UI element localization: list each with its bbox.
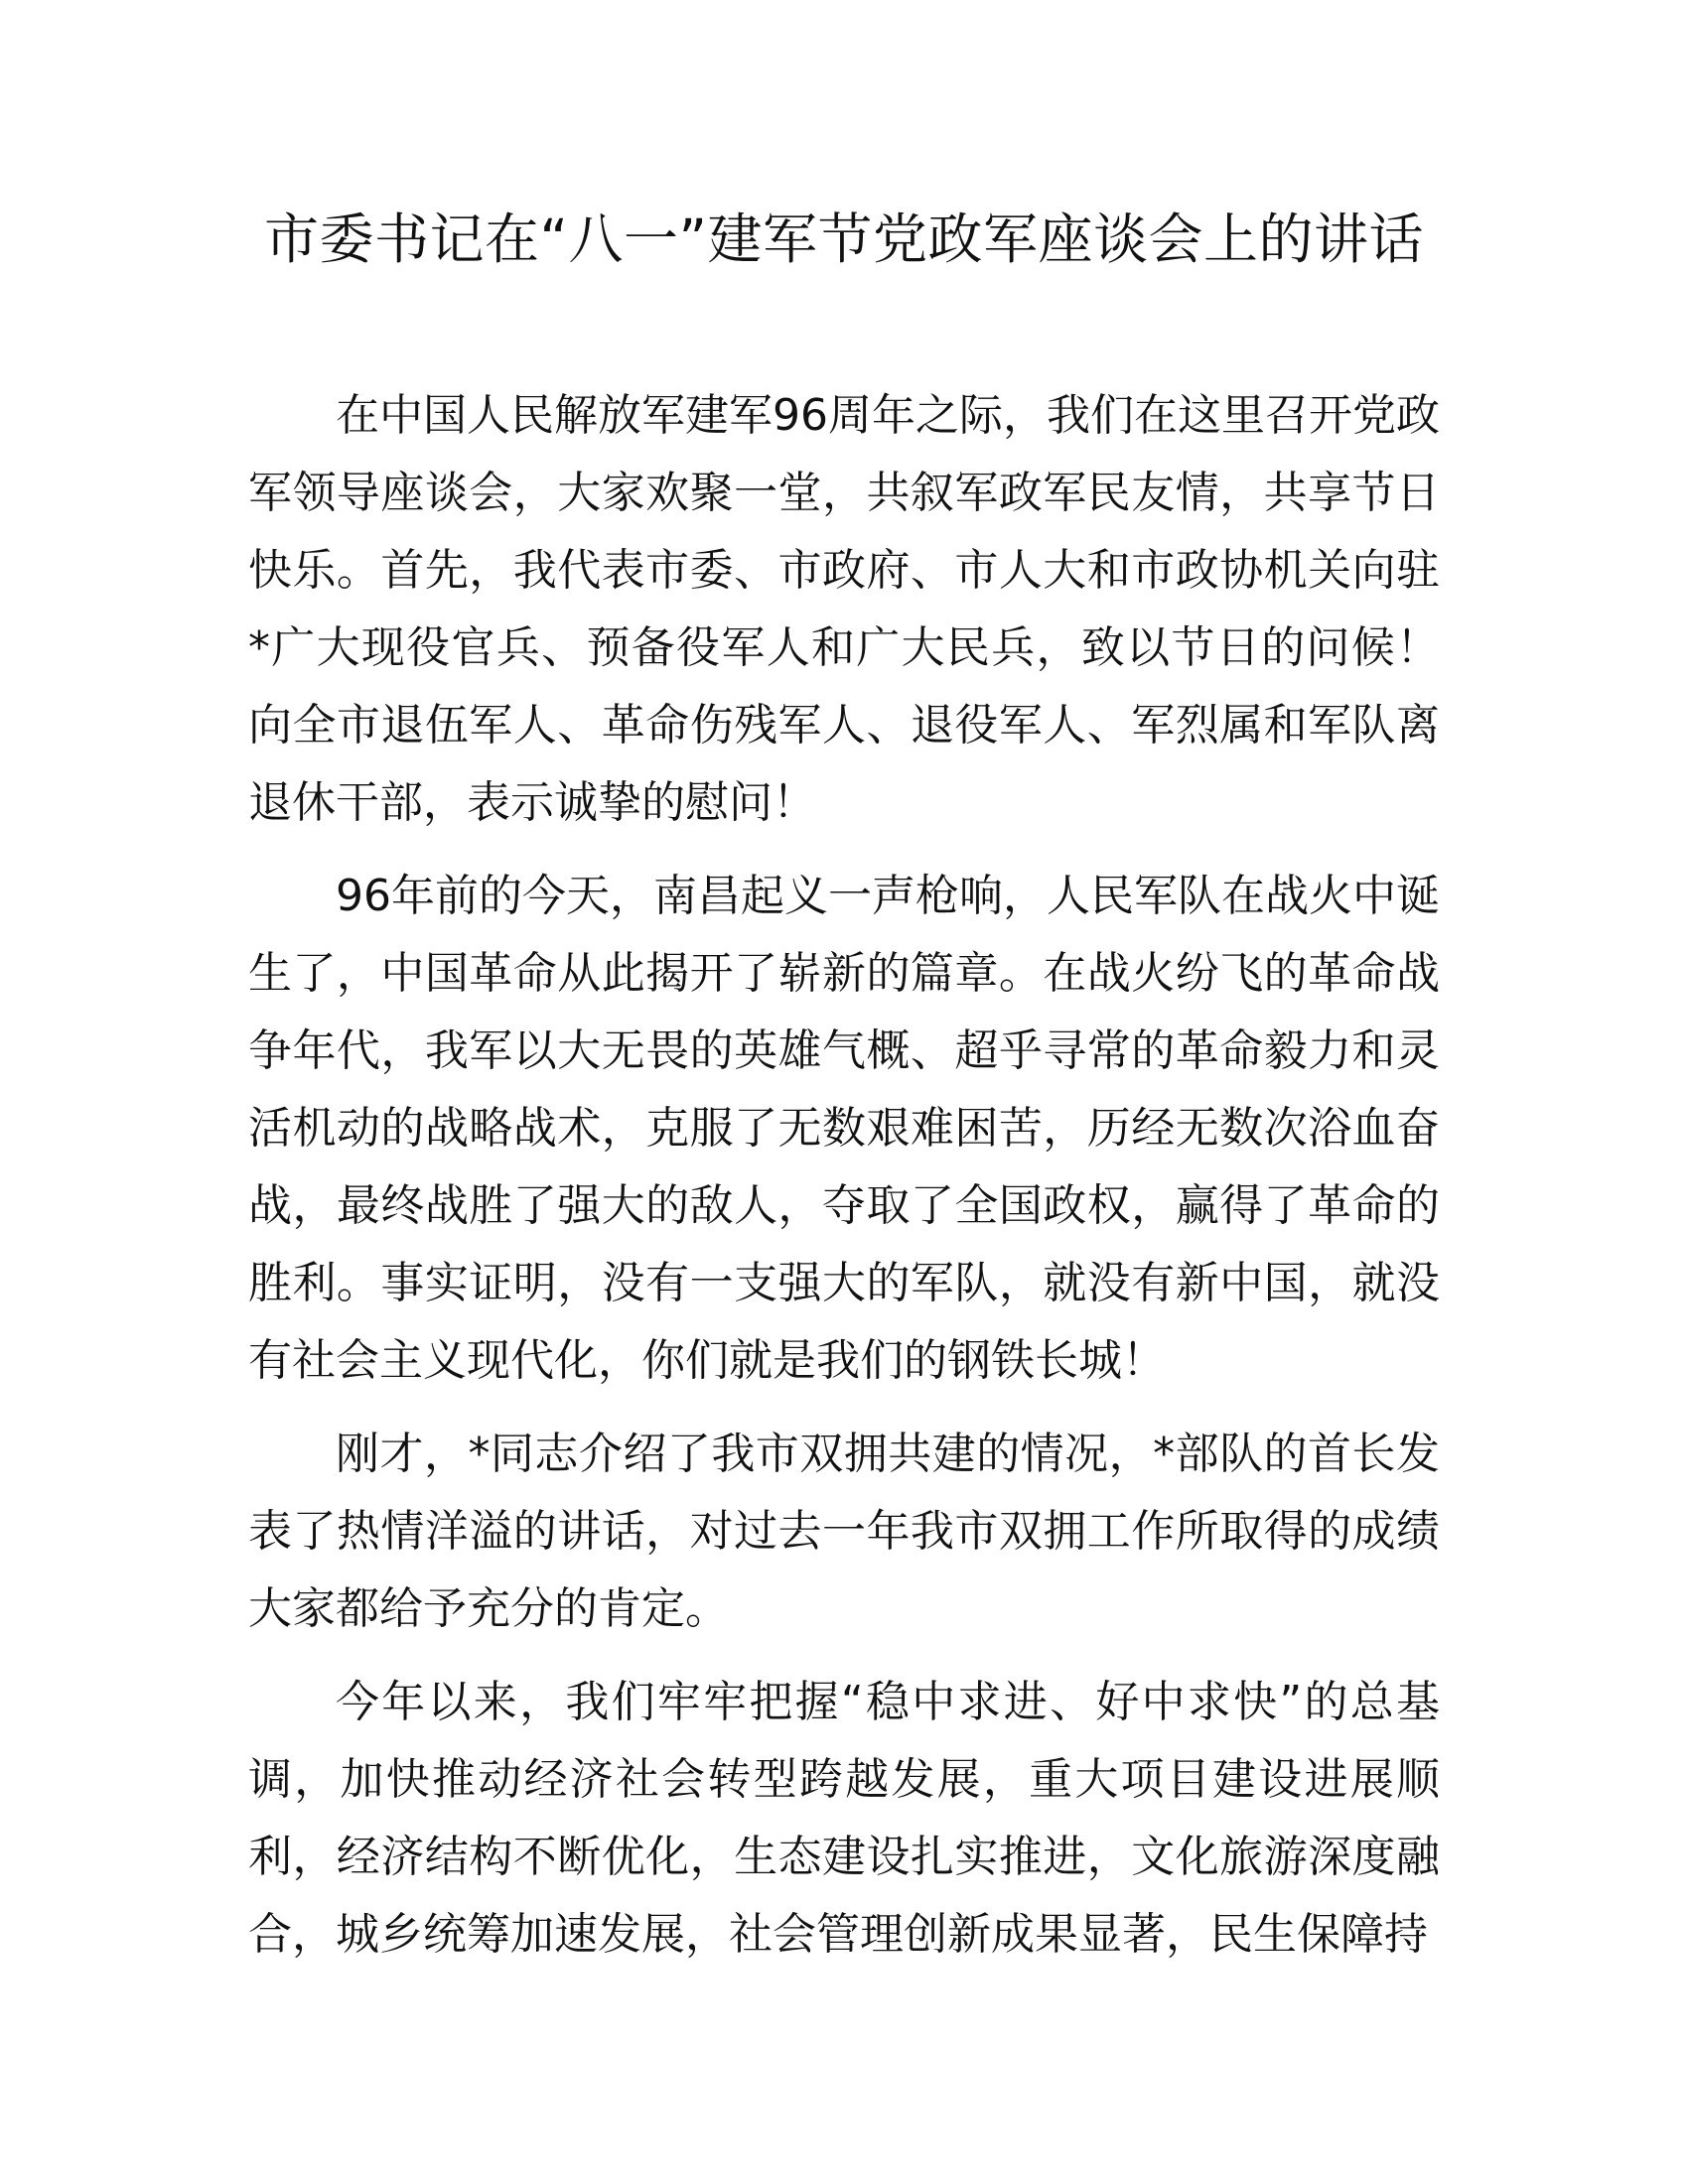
document-body bbox=[248, 377, 1440, 1989]
document-title: 市委书记在“八一”建军节党政军座谈会上的讲话 bbox=[264, 207, 1424, 271]
paragraph-2: 96年前的今天，南昌起义一声枪响，人民军队在战火中诞生了，中国革命从此揭开了崭新的篇章。在战火纷飞的革命战争年代，我军以大无畏的英雄气概、超乎寻常的革命毅力和灵活机动的战略战术，克服了无数艰难困苦，历经无数次浴血奋战，最终战胜了强大的敌人，夺取了全国政权，赢得了革命的胜利。事实证明，没有一支强大的军队，就没有新中国，就没有社会主义现代化，你们就是我们的钢铁长城！ bbox=[248, 871, 1440, 1386]
paragraph-1: 在中国人民解放军建军96周年之际，我们在这里召开党政军领导座谈会，大家欢聚一堂，共叙军政军民友情，共享节日快乐。首先，我代表市委、市政府、市人大和市政协机关向驻*广大现役官兵、预备役军人和广大民兵，致以节日的问候！向全市退伍军人、革命伤残军人、退役军人、军烈属和军队离退休干部，表示诚挚的慰问！ bbox=[248, 390, 1440, 828]
paragraph-3: 刚才，*同志介绍了我市双拥共建的情况，*部队的首长发表了热情洋溢的讲话，对过去一年我市双拥工作所取得的成绩大家都给予充分的肯定。 bbox=[248, 1429, 1440, 1634]
paragraph-4: 今年以来，我们牢牢把握“稳中求进、好中求快”的总基调，加快推动经济社会转型跨越发展，重大项目建设进展顺利，经济结构不断优化，生态建设扎实推进，文化旅游深度融合，城乡统筹加速发展，社会管理创新成果显著，民生保障持 bbox=[248, 1677, 1440, 1960]
